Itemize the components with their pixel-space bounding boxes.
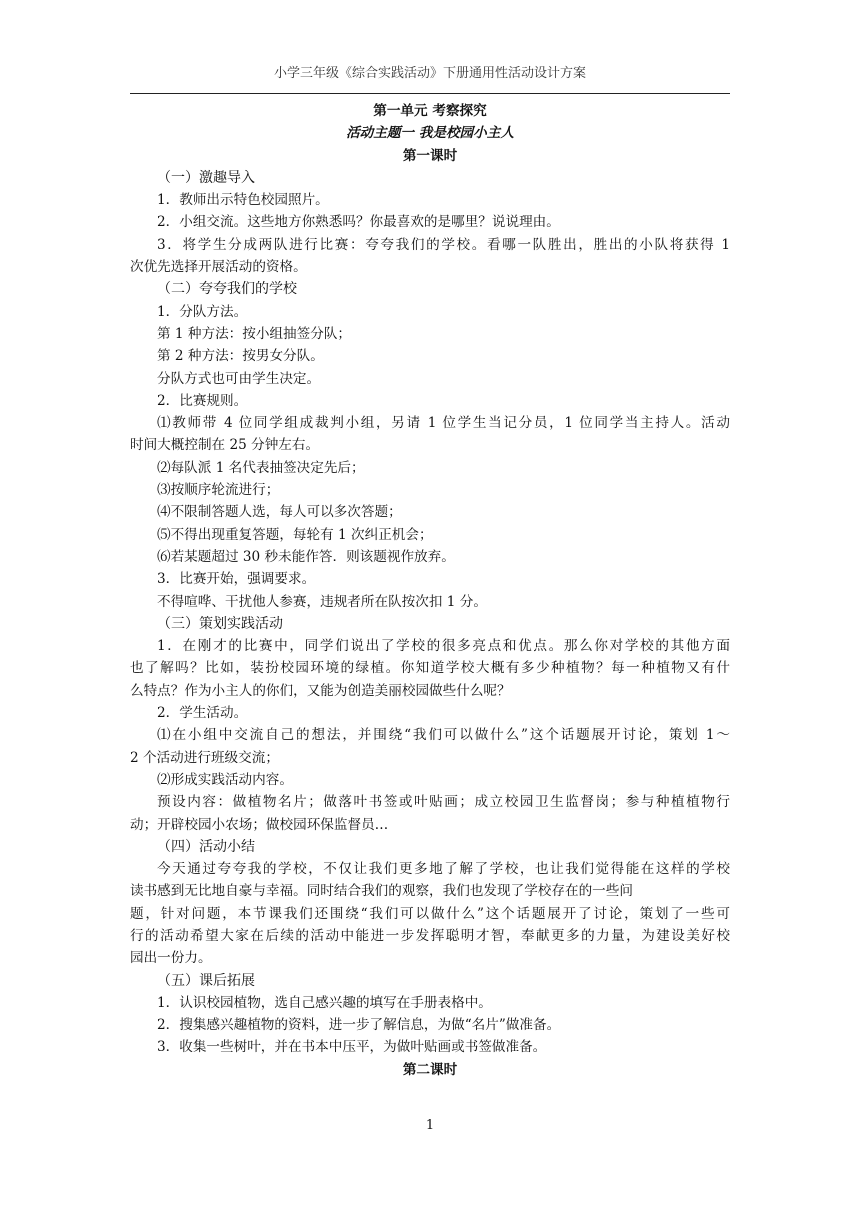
- paragraph-line: 3．将学生分成两队进行比赛：夸夸我们的学校。看哪一队胜出，胜出的小队将获得 1: [157, 236, 730, 253]
- lesson1-title: 第一课时: [402, 147, 458, 164]
- paragraph-line: 3．比赛开始，强调要求。: [157, 571, 316, 588]
- section-heading: （五）课后拓展: [157, 972, 255, 989]
- paragraph-line: 预设内容：做植物名片；做落叶书签或叶贴画；成立校园卫生监督岗；参与种植植物行: [157, 794, 730, 811]
- header-divider: [130, 93, 730, 94]
- paragraph-line: 1．教师出示特色校园照片。: [157, 192, 329, 209]
- paragraph-line: 2．小组交流。这些地方你熟悉吗？你最喜欢的是哪里？说说理由。: [157, 214, 560, 231]
- paragraph-line: 1．在刚才的比赛中，同学们说出了学校的很多亮点和优点。那么你对学校的其他方面: [157, 638, 730, 655]
- section-heading: （四）活动小结: [157, 838, 255, 855]
- paragraph-line: 题，针对问题，本节课我们还围绕“我们可以做什么”这个话题展开了讨论，策划了一些可: [130, 905, 730, 922]
- paragraph-line: 动；开辟校园小农场；做校园环保监督员…: [130, 816, 389, 833]
- paragraph-line: 第 1 种方法：按小组抽签分队；: [157, 325, 352, 342]
- paragraph-line: 2．搜集感兴趣植物的资料，进一步了解信息，为做“名片”做准备。: [157, 1017, 561, 1034]
- paragraph-line: 2 个活动进行班级交流；: [130, 749, 279, 766]
- paragraph-line: 时间大概控制在 25 分钟左右。: [130, 437, 320, 454]
- paragraph-line: 行的活动希望大家在后续的活动中能进一步发挥聪明才智，奉献更多的力量，为建设美好校: [130, 927, 730, 944]
- paragraph-line: ⑶按顺序轮流进行；: [157, 482, 280, 499]
- paragraph-line: 次优先选择开展活动的资格。: [130, 259, 307, 276]
- page-header: 小学三年级《综合实践活动》下册通用性活动设计方案: [273, 66, 586, 81]
- paragraph-line: ⑵形成实践活动内容。: [157, 771, 293, 788]
- paragraph-line: 1．分队方法。: [157, 303, 248, 320]
- paragraph-line: 2．比赛规则。: [157, 392, 248, 409]
- paragraph-line: 读书感到无比地自豪与幸福。同时结合我们的观察，我们也发现了学校存在的一些问: [130, 883, 633, 900]
- paragraph-line: ⑴在小组中交流自己的想法，并围绕“我们可以做什么”这个话题展开讨论，策划 1～: [157, 727, 730, 744]
- paragraph-line: 么特点？作为小主人的你们，又能为创造美丽校园做些什么呢？: [130, 682, 511, 699]
- page-number: 1: [425, 1118, 435, 1133]
- paragraph-line: 不得喧哗、干扰他人参赛，违规者所在队按次扣 1 分。: [157, 593, 487, 610]
- paragraph-line: ⑸不得出现重复答题，每轮有 1 次纠正机会；: [157, 526, 433, 543]
- paragraph-line: 今天通过夸夸我的学校，不仅让我们更多地了解了学校，也让我们觉得能在这样的学校: [157, 861, 730, 878]
- paragraph-line: 3．收集一些树叶，并在书本中压平，为做叶贴画或书签做准备。: [157, 1039, 547, 1056]
- section-heading: （三）策划实践活动: [157, 615, 283, 632]
- section-heading: （二）夸夸我们的学校: [157, 281, 297, 298]
- paragraph-line: 也了解吗？比如，装扮校园环境的绿植。你知道学校大概有多少种植物？每一种植物又有什: [130, 660, 730, 677]
- lesson2-title: 第二课时: [402, 1061, 458, 1078]
- section-heading: （一）激趣导入: [157, 169, 255, 186]
- paragraph-line: ⑹若某题超过 30 秒未能作答．则该题视作放弃。: [157, 548, 455, 565]
- document-body: [130, 100, 730, 1081]
- paragraph-line: ⑵每队派 1 名代表抽签决定先后；: [157, 459, 365, 476]
- paragraph-line: ⑷不限制答题人选，每人可以多次答题；: [157, 504, 402, 521]
- paragraph-line: 2．学生活动。: [157, 705, 248, 722]
- paragraph-line: 第 2 种方法：按男女分队。: [157, 348, 324, 365]
- theme-title: 活动主题一 我是校园小主人: [346, 125, 514, 142]
- unit-title: 第一单元 考察探究: [373, 103, 487, 119]
- paragraph-line: 分队方式也可由学生决定。: [157, 370, 321, 387]
- paragraph-line: 园出一份力。: [130, 950, 212, 967]
- paragraph-line: ⑴教师带 4 位同学组成裁判小组，另请 1 位学生当记分员，1 位同学当主持人。活动: [157, 415, 730, 432]
- paragraph-line: 1．认识校园植物，选自己感兴趣的填写在手册表格中。: [157, 994, 492, 1011]
